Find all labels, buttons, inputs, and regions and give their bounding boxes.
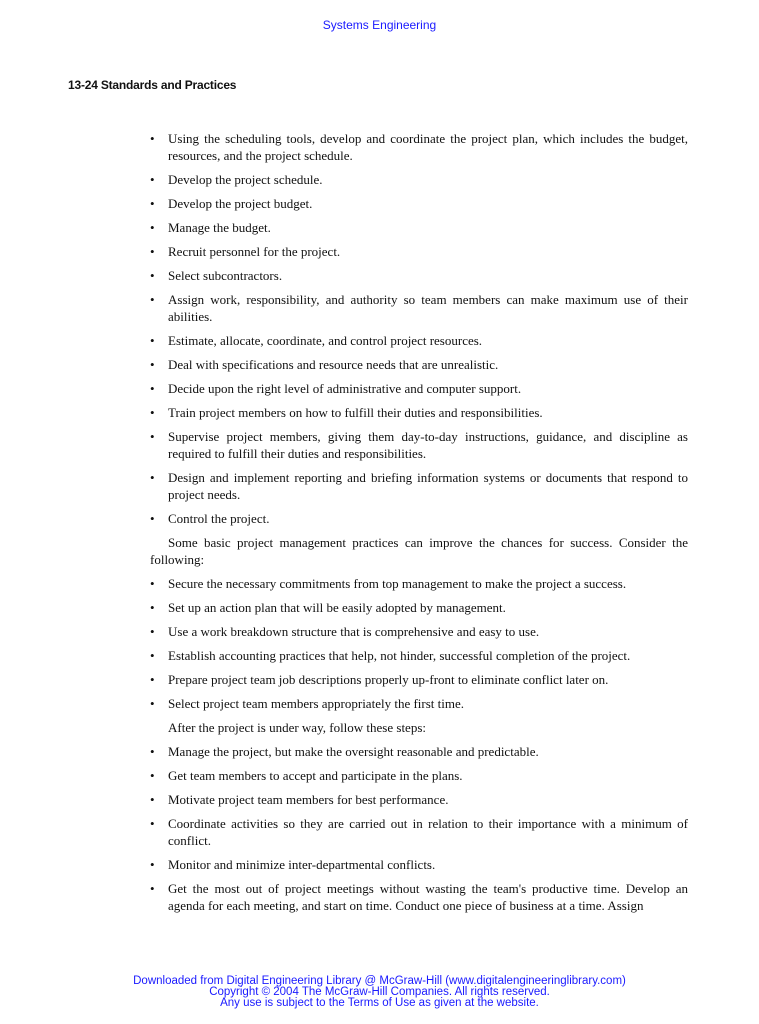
- list-item-text: Coordinate activities so they are carried out in relation to their importance with a minimum of conflict.: [168, 816, 688, 848]
- bullet: •: [150, 768, 155, 783]
- list-item: [150, 428, 688, 462]
- bullet: •: [150, 624, 155, 639]
- list-item: [150, 510, 688, 527]
- list-item: [150, 130, 688, 164]
- practices-list: [150, 575, 688, 712]
- list-item: [150, 404, 688, 421]
- bullet: •: [150, 576, 155, 591]
- list-item-text: Develop the project budget.: [168, 196, 313, 211]
- list-item: [150, 767, 688, 784]
- bullet: •: [150, 672, 155, 687]
- list-item-text: Motivate project team members for best performance.: [168, 792, 449, 807]
- list-item: [150, 695, 688, 712]
- bullet: •: [150, 333, 155, 348]
- bullet: •: [150, 600, 155, 615]
- list-item: [150, 815, 688, 849]
- list-item: [150, 356, 688, 373]
- list-item-text: Use a work breakdown structure that is comprehensive and easy to use.: [168, 624, 540, 639]
- list-item-text: Prepare project team job descriptions properly up-front to eliminate conflict later on.: [168, 672, 609, 687]
- steps-list: [150, 743, 688, 914]
- list-item-text: Select subcontractors.: [168, 268, 283, 283]
- list-item-text: Monitor and minimize inter-departmental conflicts.: [168, 857, 436, 872]
- bullet: •: [150, 881, 155, 896]
- list-item-text: Assign work, responsibility, and authority so team members can make maximum use of their abilities.: [168, 292, 688, 324]
- list-item-text: Decide upon the right level of administrative and computer support.: [168, 381, 522, 396]
- bullet: •: [150, 405, 155, 420]
- list-item: [150, 332, 688, 349]
- list-item: [150, 469, 688, 503]
- footer-download-link[interactable]: Downloaded from Digital Engineering Library @ McGraw-Hill (www.digitalengineeringlibrary.com): [133, 975, 626, 987]
- book-title-link[interactable]: Systems Engineering: [322, 18, 437, 32]
- list-item: [150, 671, 688, 688]
- list-item-text: Get team members to accept and participate in the plans.: [168, 768, 463, 783]
- bullet: •: [150, 244, 155, 259]
- practices-intro-paragraph: Some basic project management practices can improve the chances for success. Consider the following:: [150, 535, 688, 567]
- list-item-text: Recruit personnel for the project.: [168, 244, 341, 259]
- steps-intro-paragraph: After the project is under way, follow these steps:: [168, 720, 427, 735]
- list-item-text: Develop the project schedule.: [168, 172, 323, 187]
- bullet: •: [150, 648, 155, 663]
- list-item: [150, 171, 688, 188]
- bullet: •: [150, 792, 155, 807]
- list-item-text: Train project members on how to fulfill their duties and responsibilities.: [168, 405, 543, 420]
- list-item-text: Get the most out of project meetings without wasting the team's productive time. Develop an agenda for each meeting, and start on time. Conduct one piece of business at a time. Assign: [168, 881, 688, 913]
- bullet: •: [150, 429, 155, 444]
- list-item-text: Select project team members appropriately the first time.: [168, 696, 465, 711]
- list-item-text: Establish accounting practices that help, not hinder, successful completion of the project.: [168, 648, 631, 663]
- bullet: •: [150, 857, 155, 872]
- list-item: [150, 380, 688, 397]
- list-item-text: Using the scheduling tools, develop and coordinate the project plan, which includes the budget, resources, and the project schedule.: [168, 131, 688, 163]
- list-item-text: Deal with specifications and resource needs that are unrealistic.: [168, 357, 499, 372]
- list-item: [150, 623, 688, 640]
- list-item-text: Manage the budget.: [168, 220, 271, 235]
- bullet: •: [150, 172, 155, 187]
- bullet: •: [150, 696, 155, 711]
- bullet: •: [150, 292, 155, 307]
- bullet: •: [150, 744, 155, 759]
- list-item: [150, 291, 688, 325]
- bullet: •: [150, 816, 155, 831]
- footer-terms-link[interactable]: Any use is subject to the Terms of Use as given at the website.: [220, 997, 539, 1009]
- bullet: •: [150, 220, 155, 235]
- bullet: •: [150, 511, 155, 526]
- list-item: [150, 267, 688, 284]
- list-item-text: Control the project.: [168, 511, 270, 526]
- footer-copyright: Copyright © 2004 The McGraw-Hill Companies. All rights reserved.: [209, 986, 550, 998]
- responsibilities-list: [150, 130, 688, 527]
- list-item: [150, 791, 688, 808]
- list-item: [150, 599, 688, 616]
- list-item: [150, 243, 688, 260]
- bullet: •: [150, 131, 155, 146]
- list-item: [150, 880, 688, 914]
- bullet: •: [150, 268, 155, 283]
- list-item-text: Estimate, allocate, coordinate, and control project resources.: [168, 333, 483, 348]
- list-item-text: Design and implement reporting and briefing information systems or documents that respond to project needs.: [168, 470, 688, 502]
- bullet: •: [150, 357, 155, 372]
- page-body: [150, 130, 688, 921]
- footer: [0, 976, 759, 1009]
- bullet: •: [150, 381, 155, 396]
- list-item-text: Manage the project, but make the oversight reasonable and predictable.: [168, 744, 539, 759]
- list-item: [150, 195, 688, 212]
- list-item: [150, 856, 688, 873]
- list-item: [150, 575, 688, 592]
- list-item: [150, 647, 688, 664]
- list-item-text: Secure the necessary commitments from top management to make the project a success.: [168, 576, 627, 591]
- bullet: •: [150, 470, 155, 485]
- list-item-text: Supervise project members, giving them day-to-day instructions, guidance, and discipline as required to fulfill their duties and responsibilities.: [168, 429, 688, 461]
- section-header: 13-24 Standards and Practices: [68, 78, 237, 92]
- list-item: [150, 219, 688, 236]
- bullet: •: [150, 196, 155, 211]
- list-item-text: Set up an action plan that will be easily adopted by management.: [168, 600, 506, 615]
- list-item: [150, 743, 688, 760]
